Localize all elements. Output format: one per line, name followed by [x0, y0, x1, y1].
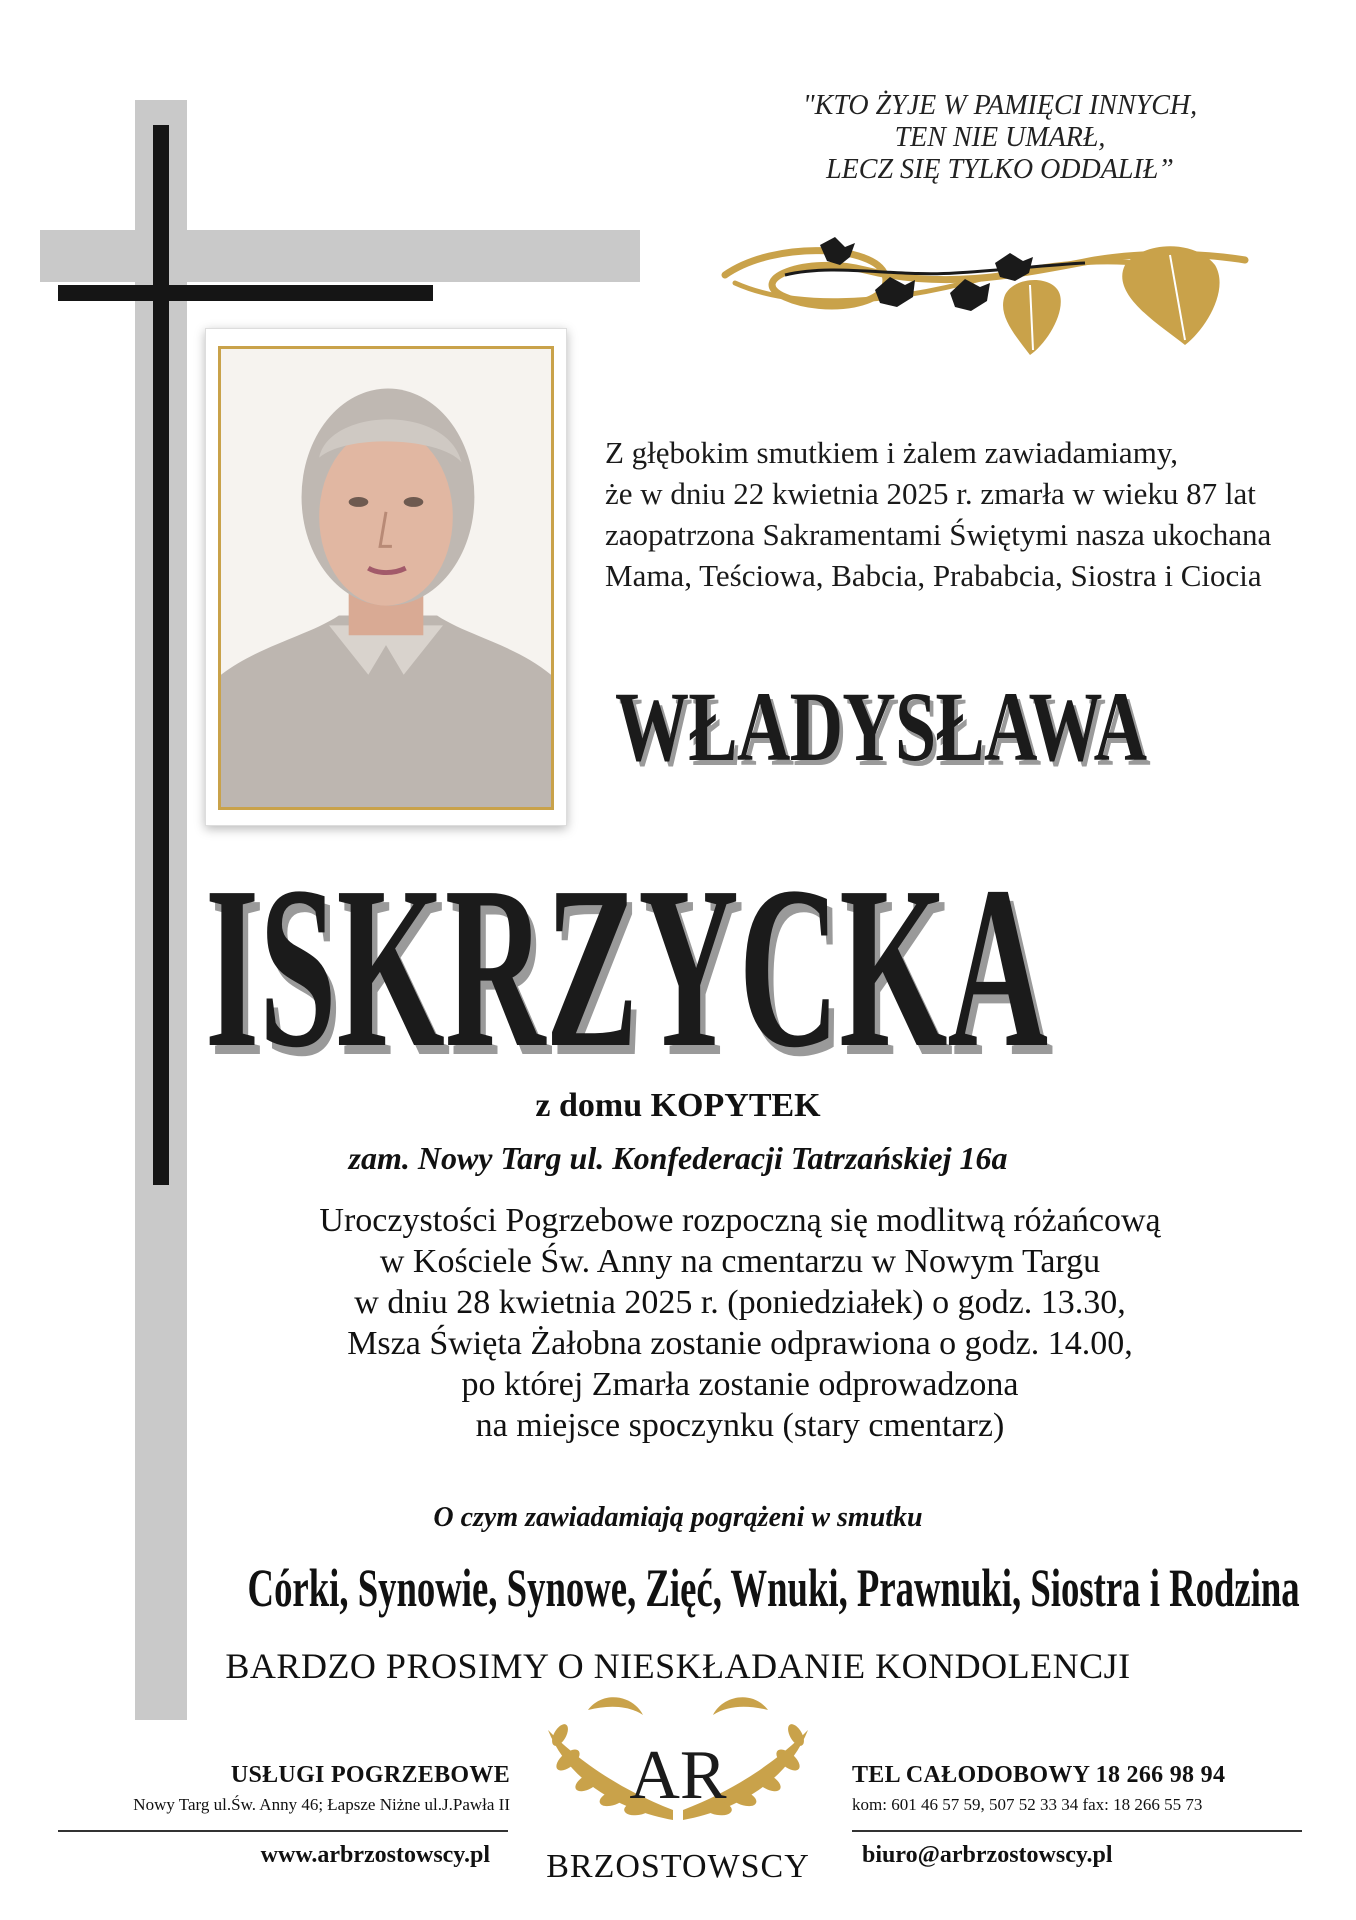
intro-line: zaopatrzona Sakramentami Świętymi nasza ukochana — [605, 517, 1272, 552]
portrait-image-icon — [221, 349, 551, 807]
photo-frame — [205, 328, 567, 826]
phone-title: TEL CAŁODOBOWY 18 266 98 94 — [852, 1762, 1226, 1788]
ceremony-line: w dniu 28 kwietnia 2025 r. (poniedziałek) o godz. 13.30, — [354, 1284, 1126, 1321]
services-title: USŁUGI POGRZEBOWE — [230, 1762, 510, 1788]
logo-initials: AR — [629, 1737, 727, 1814]
first-name: WŁADYSŁAWA — [615, 671, 1147, 782]
intro-line: Z głębokim smutkiem i żalem zawiadamiamy, — [605, 435, 1179, 470]
ceremony-line: Msza Święta Żałobna zostanie odprawiona o godz. 14.00, — [347, 1325, 1133, 1362]
maiden-name: z domu KOPYTEK — [535, 1087, 821, 1124]
email-link[interactable]: biuro@arbrzostowscy.pl — [862, 1842, 1113, 1868]
website-link[interactable]: www.arbrzostowscy.pl — [260, 1842, 490, 1868]
services-address: Nowy Targ ul.Św. Anny 46; Łapsze Niżne ul.J.Pawła II — [133, 1795, 510, 1814]
divider — [852, 1830, 1302, 1832]
family-list — [0, 1556, 1356, 1620]
condolence-request: BARDZO PROSIMY O NIESKŁADANIE KONDOLENCJI — [225, 1646, 1131, 1686]
ceremony-line: Uroczystości Pogrzebowe rozpoczną się modlitwą różańcową — [319, 1202, 1161, 1239]
cross-icon-vertical — [153, 125, 169, 1185]
ceremony-line: w Kościele Św. Anny na cmentarzu w Nowym Targu — [379, 1243, 1101, 1280]
ceremony-line: po której Zmarła zostanie odprowadzona — [461, 1366, 1019, 1403]
ceremony-line: na miejsce spoczynku (stary cmentarz) — [475, 1407, 1005, 1444]
cross-shadow-horizontal — [40, 230, 640, 282]
intro-line: Mama, Teściowa, Babcia, Prababcia, Siostra i Ciocia — [605, 558, 1262, 593]
cross-icon-horizontal — [58, 285, 433, 301]
deceased-portrait — [218, 346, 554, 810]
intro-line: że w dniu 22 kwietnia 2025 r. zmarła w wieku 87 lat — [605, 476, 1256, 511]
divider — [58, 1830, 508, 1832]
memorial-quote — [700, 90, 1300, 186]
mourners-intro: O czym zawiadamiają pogrążeni w smutku — [433, 1502, 923, 1533]
quote-line: "KTO ŻYJE W PAMIĘCI INNYCH, — [802, 90, 1198, 121]
family-text: Córki, Synowie, Synowe, Zięć, Wnuki, Prawnuki, Siostra i Rodzina — [247, 1558, 1300, 1618]
logo-company-name: BRZOSTOWSCY — [546, 1848, 810, 1885]
contact-info — [852, 1762, 1332, 1815]
funeral-details — [180, 1200, 1300, 1446]
phone-numbers: kom: 601 46 57 59, 507 52 33 34 fax: 18 266 55 73 — [852, 1795, 1203, 1814]
residence-address: zam. Nowy Targ ul. Konfederacji Tatrzańskiej 16a — [348, 1140, 1008, 1176]
quote-line: LECZ SIĘ TYLKO ODDALIŁ” — [826, 154, 1174, 185]
leaf-ornament-icon — [715, 235, 1255, 370]
quote-line: TEN NIE UMARŁ, — [894, 122, 1106, 153]
last-name: ISKRZYCKA — [205, 839, 1049, 1096]
announcement-intro — [605, 432, 1325, 596]
